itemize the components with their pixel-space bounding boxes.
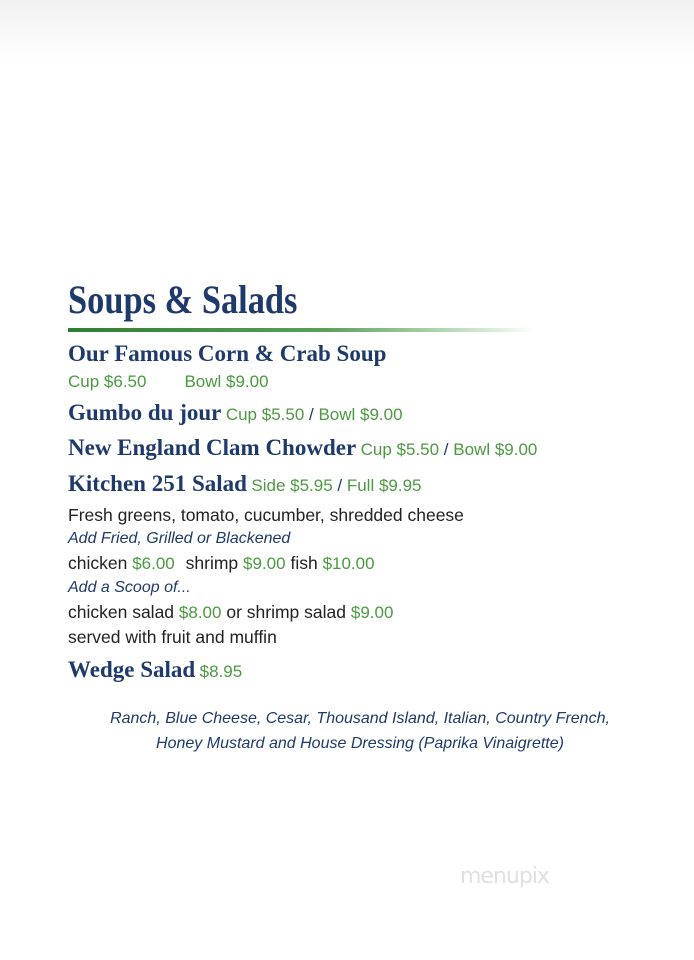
side-price: Side $5.95 <box>251 476 333 495</box>
shrimp-label: shrimp <box>185 553 239 573</box>
wedge-price: $8.95 <box>199 662 243 681</box>
title-underline <box>68 328 536 332</box>
chicken-price: $6.00 <box>132 554 175 573</box>
menupix-watermark: menupix <box>460 864 549 889</box>
item-name: New England Clam Chowder <box>68 435 357 460</box>
menu-item-gumbo: Gumbo du jour Cup $5.50 / Bowl $9.00 <box>68 400 403 425</box>
corn-crab-prices <box>68 371 658 394</box>
menu-item-clam-chowder: New England Clam Chowder Cup $5.50 / Bowl $9.00 <box>68 435 538 460</box>
shrimp-price: $9.00 <box>243 554 286 573</box>
cup-price: Cup $5.50 <box>360 440 440 459</box>
section-title: Soups & Salads <box>68 277 298 322</box>
shrimp-salad-price: $9.00 <box>350 603 394 622</box>
fish-price: $10.00 <box>322 554 375 573</box>
menu-item-corn-crab-soup <box>68 340 658 371</box>
item-name: Gumbo du jour <box>68 400 222 425</box>
protein-addons <box>68 551 658 576</box>
dressing-line-2: Honey Mustard and House Dressing (Paprika Vinaigrette) <box>156 735 564 752</box>
cup-price: Cup $6.50 <box>68 372 147 391</box>
menu-section <box>68 276 658 688</box>
item-name: Kitchen 251 Salad <box>68 471 247 496</box>
top-shading <box>0 0 694 60</box>
full-price: Full $9.95 <box>346 476 422 495</box>
scoop-addons <box>68 600 658 625</box>
bowl-price: Bowl $9.00 <box>184 372 269 391</box>
served-with-note: served with fruit and muffin <box>68 627 277 647</box>
chicken-salad-label: chicken salad <box>68 602 175 622</box>
menu-item-kitchen-251-salad: Kitchen 251 Salad Side $5.95 / Full $9.95 <box>68 471 422 496</box>
bowl-price: Bowl $9.00 <box>453 440 538 459</box>
fish-label: fish <box>290 553 318 573</box>
item-name: Wedge Salad <box>68 657 196 682</box>
dressing-options <box>0 706 694 756</box>
salad-description: Fresh greens, tomato, cucumber, shredded cheese <box>68 505 464 525</box>
chicken-salad-price: $8.00 <box>178 603 222 622</box>
cup-price: Cup $5.50 <box>225 405 305 424</box>
bowl-price: Bowl $9.00 <box>318 405 403 424</box>
item-name: Our Famous Corn & Crab Soup <box>68 341 387 366</box>
menu-item-wedge-salad <box>68 655 658 688</box>
scoop-note: Add a Scoop of... <box>68 579 191 596</box>
shrimp-salad-label: or shrimp salad <box>226 602 346 622</box>
chicken-label: chicken <box>68 553 128 573</box>
dressing-line-1: Ranch, Blue Cheese, Cesar, Thousand Island, Italian, Country French, <box>110 710 610 727</box>
add-protein-note: Add Fried, Grilled or Blackened <box>68 530 291 547</box>
